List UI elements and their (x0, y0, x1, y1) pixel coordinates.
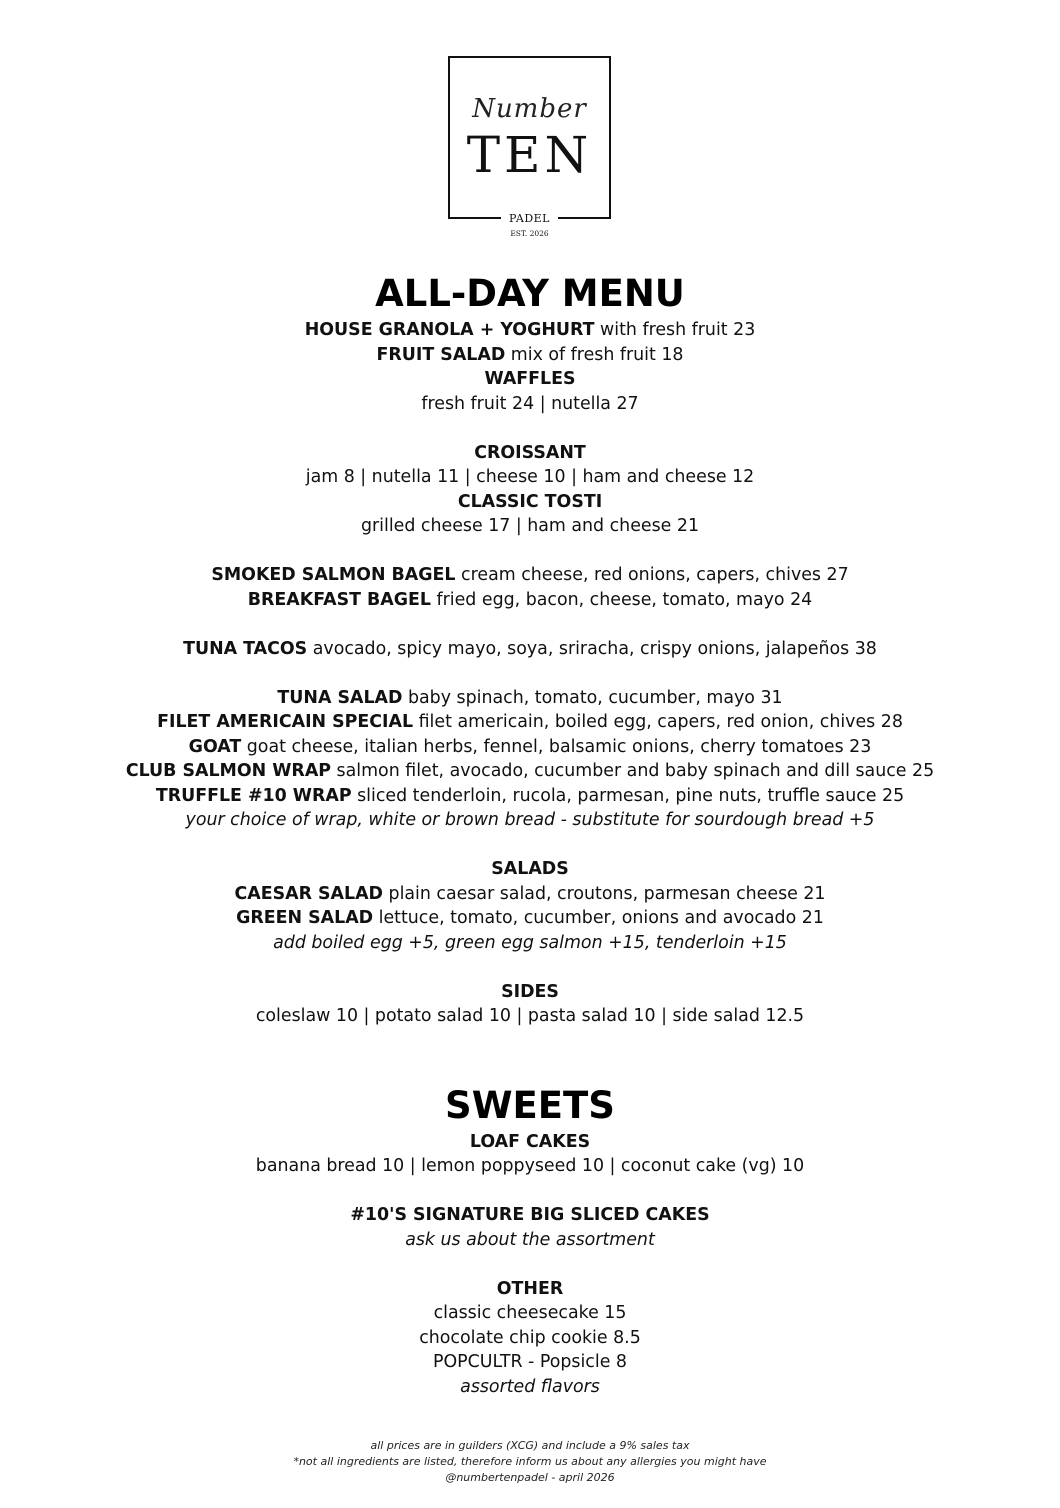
other-heading: OTHER (496, 1278, 564, 1299)
menu-item-tuna-salad (0, 686, 1060, 711)
loaf-cakes-options: banana bread 10 | lemon poppyseed 10 | coconut cake (vg) 10 (255, 1156, 805, 1176)
item-name: FILET AMERICAIN SPECIAL (157, 712, 414, 732)
menu-item-truffle-wrap (0, 784, 1060, 809)
sweets-title: SWEETS (445, 1083, 615, 1127)
item-desc: goat cheese, italian herbs, fennel, balsamic onions, cherry tomatoes 23 (241, 736, 872, 757)
croissant-options: jam 8 | nutella 11 | cheese 10 | ham and cheese 12 (305, 467, 755, 487)
item-desc: salmon filet, avocado, cucumber and baby spinach and dill sauce 25 (331, 761, 935, 781)
sides-heading: SIDES (501, 981, 559, 1002)
item-desc: sliced tenderloin, rucola, parmesan, pine nuts, truffle sauce 25 (351, 785, 905, 806)
menu-item-tuna-tacos (0, 637, 1060, 662)
footer-prices-note: all prices are in guilders (XCG) and include a 9% sales tax (370, 1439, 690, 1452)
logo-script-text: Number (472, 94, 587, 124)
item-desc: baby spinach, tomato, cucumber, mayo 31 (402, 687, 783, 708)
logo-sub-wrap (448, 208, 611, 228)
all-day-title: ALL-DAY MENU (375, 272, 685, 315)
menu-content (0, 270, 1060, 1399)
item-name: HOUSE GRANOLA + YOGHURT (304, 320, 595, 340)
footer (0, 1438, 1060, 1486)
other-item: POPCULTR - Popsicle 8 (433, 1352, 627, 1372)
menu-item-goat (0, 735, 1060, 760)
waffles-heading: WAFFLES (484, 369, 576, 389)
waffles-options: fresh fruit 24 | nutella 27 (421, 393, 639, 414)
loaf-cakes-heading: LOAF CAKES (469, 1131, 591, 1152)
tosti-options: grilled cheese 17 | ham and cheese 21 (360, 516, 700, 536)
menu-item-club-wrap (0, 759, 1060, 784)
item-name: FRUIT SALAD (376, 344, 506, 365)
other-note: assorted flavors (460, 1376, 600, 1397)
logo (448, 56, 611, 219)
other-item: chocolate chip cookie 8.5 (419, 1327, 641, 1348)
tosti-heading: CLASSIC TOSTI (457, 491, 603, 512)
menu-item-caesar (0, 882, 1060, 907)
item-name: SMOKED SALMON BAGEL (211, 565, 456, 585)
item-name: CLUB SALMON WRAP (125, 761, 332, 781)
item-desc: filet americain, boiled egg, capers, red onion, chives 28 (413, 712, 903, 732)
item-name: CAESAR SALAD (234, 883, 383, 904)
item-desc: lettuce, tomato, cucumber, onions and avocado 21 (373, 908, 824, 928)
item-name: TUNA SALAD (277, 687, 403, 708)
footer-allergy-note: *not all ingredients are listed, therefore inform us about any allergies you might have (293, 1455, 767, 1468)
croissant-heading: CROISSANT (474, 442, 586, 463)
item-desc: avocado, spicy mayo, soya, sriracha, crispy onions, jalapeños 38 (307, 638, 877, 659)
logo-sub: PADEL (501, 212, 558, 225)
menu-item-breakfast-bagel (0, 588, 1060, 613)
signature-note: ask us about the assortment (405, 1229, 655, 1250)
item-name: TUNA TACOS (183, 638, 308, 659)
item-name: BREAKFAST BAGEL (247, 589, 431, 610)
menu-item-granola (0, 318, 1060, 343)
salads-heading: SALADS (491, 859, 569, 879)
item-desc: fried egg, bacon, cheese, tomato, mayo 24 (430, 589, 813, 610)
other-item: classic cheesecake 15 (433, 1303, 627, 1323)
logo-name: TEN (466, 126, 593, 184)
item-name: TRUFFLE #10 WRAP (155, 785, 352, 806)
sides-options: coleslaw 10 | potato salad 10 | pasta salad 10 | side salad 12.5 (255, 1006, 805, 1026)
menu-item-fruit-salad (0, 343, 1060, 368)
item-desc: plain caesar salad, croutons, parmesan cheese 21 (383, 883, 826, 904)
item-desc: mix of fresh fruit 18 (505, 344, 684, 365)
menu-item-green-salad (0, 906, 1060, 931)
bread-note: your choice of wrap, white or brown bread - substitute for sourdough bread +5 (185, 810, 875, 830)
item-name: GREEN SALAD (236, 908, 374, 928)
signature-heading: #10'S SIGNATURE BIG SLICED CAKES (350, 1205, 710, 1225)
footer-handle: @numbertenpadel - april 2026 (445, 1471, 615, 1484)
item-name: GOAT (188, 736, 242, 757)
logo-est: EST. 2026 (510, 229, 549, 238)
menu-item-salmon-bagel (0, 563, 1060, 588)
item-desc: with fresh fruit 23 (594, 320, 756, 340)
salads-note: add boiled egg +5, green egg salmon +15, tenderloin +15 (273, 932, 787, 953)
menu-item-filet (0, 710, 1060, 735)
item-desc: cream cheese, red onions, capers, chives 27 (455, 565, 849, 585)
